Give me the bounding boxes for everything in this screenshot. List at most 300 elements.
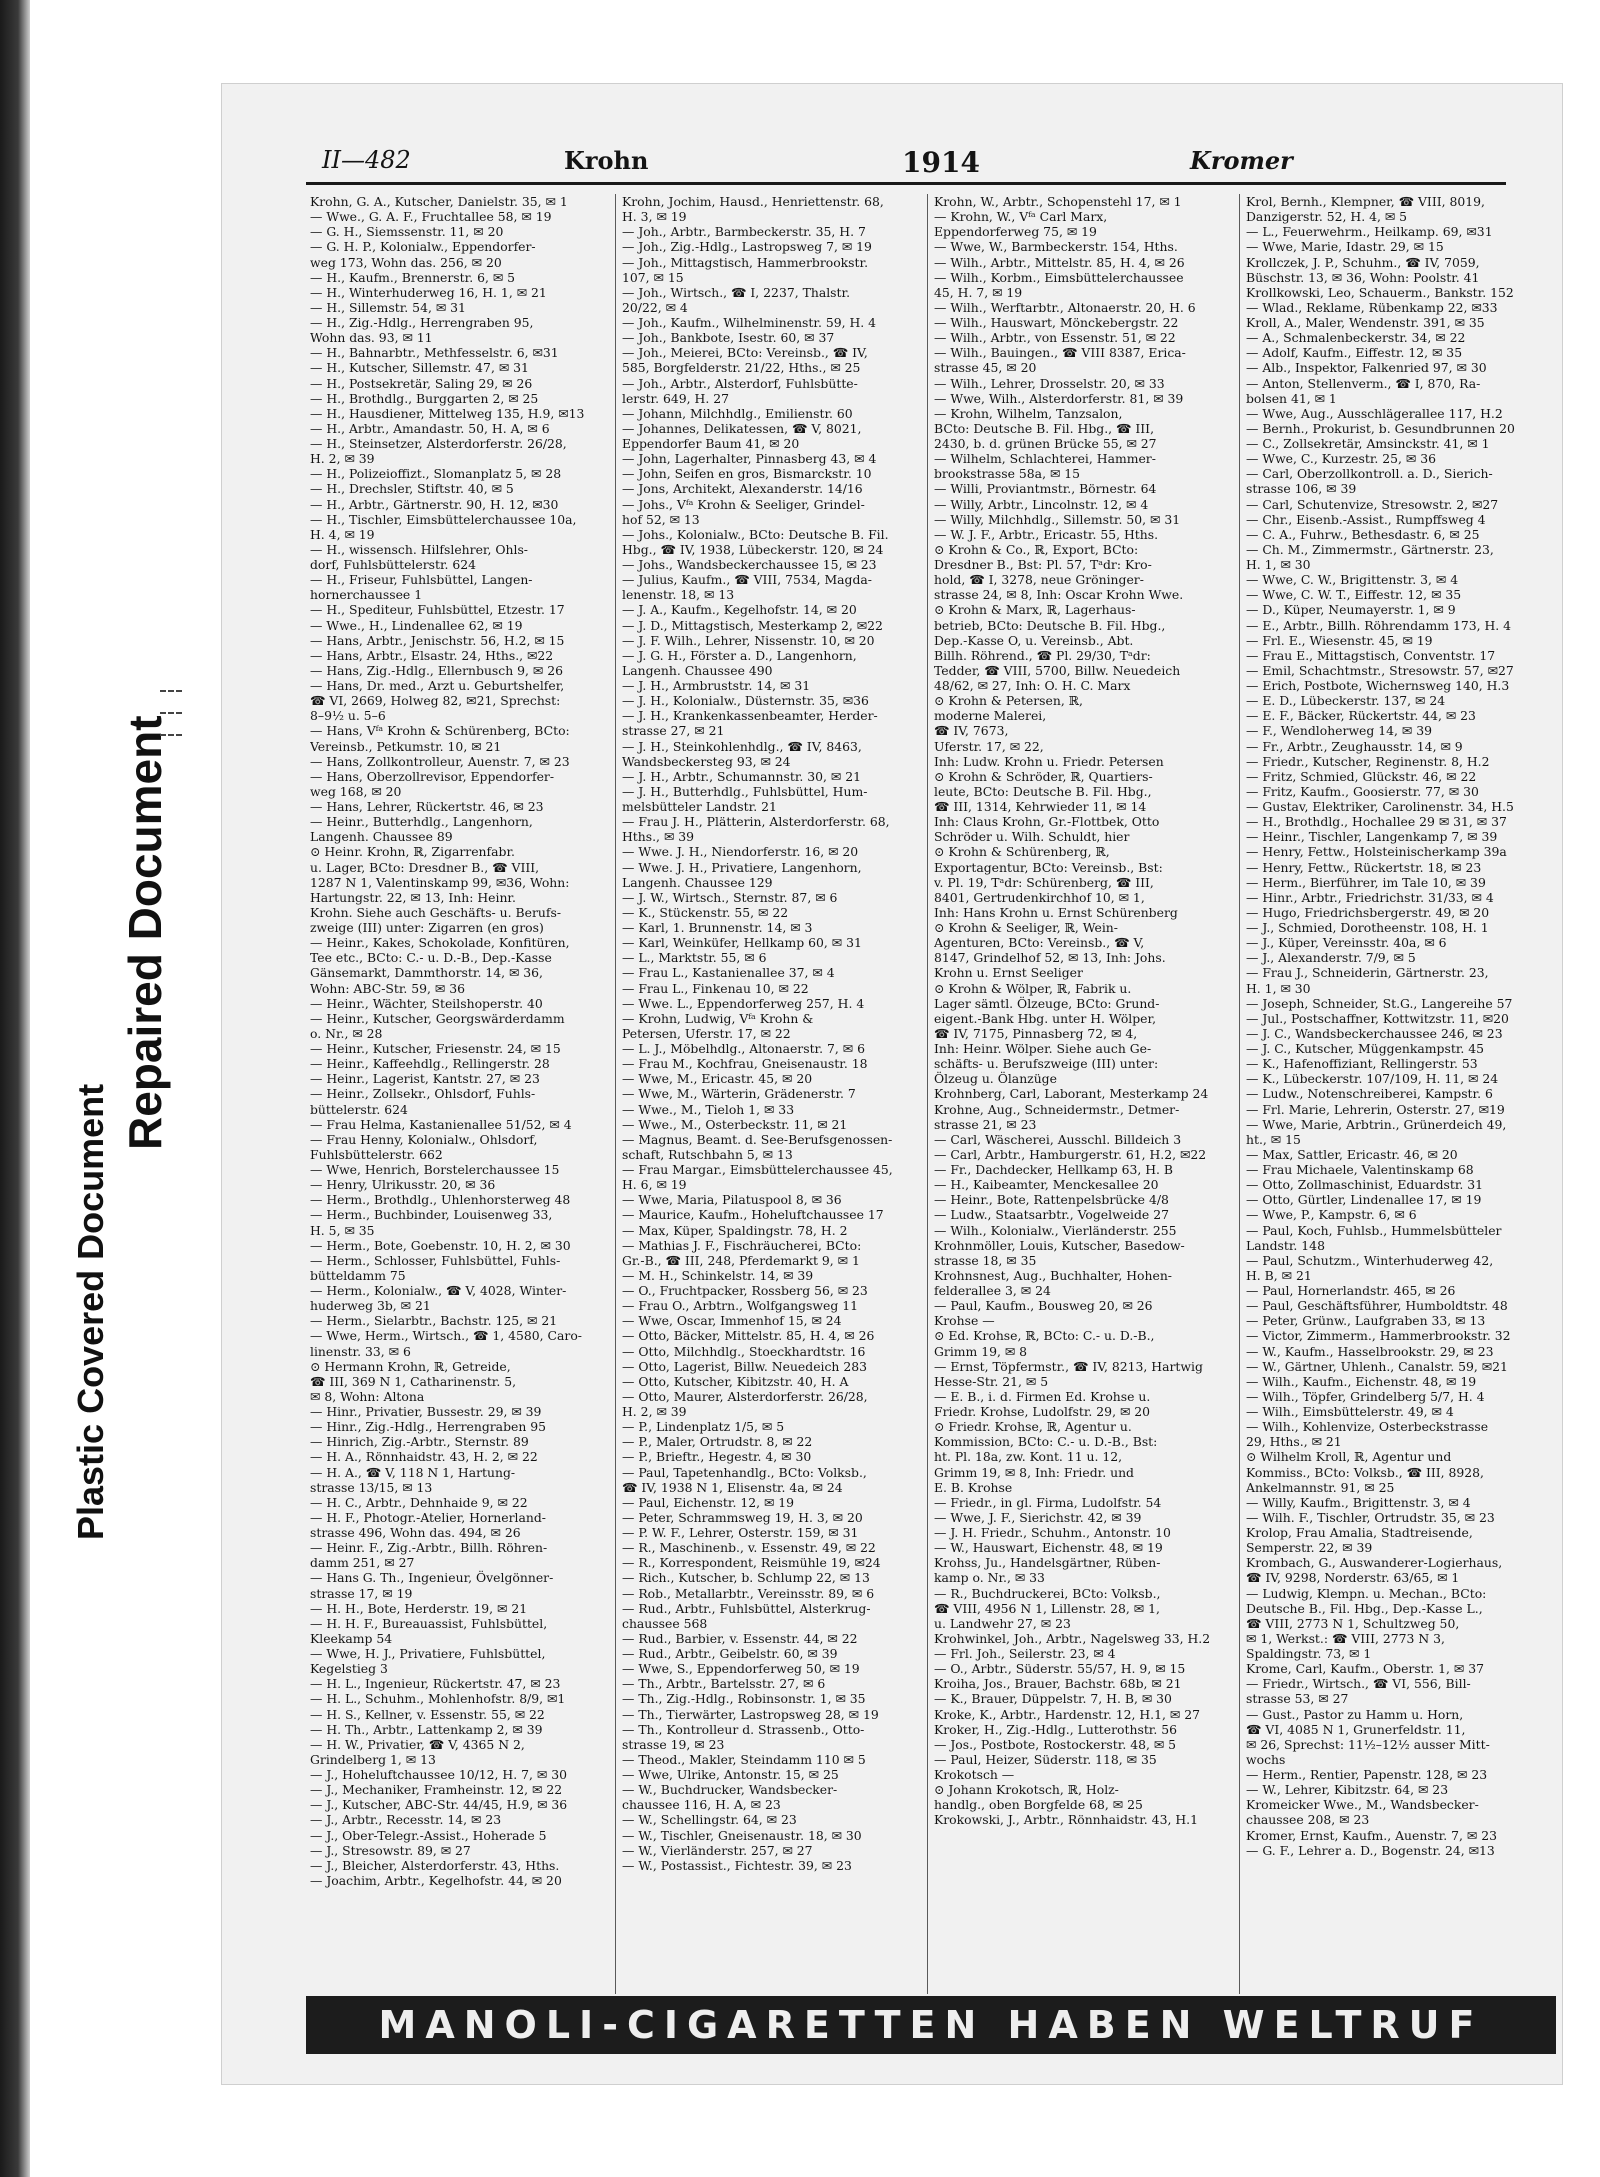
directory-entry: — Hinrich, Zig.-Arbtr., Sternstr. 89 (310, 1434, 529, 1450)
directory-entry: — Fr., Arbtr., Zeughausstr. 14, ✉ 9 (1246, 738, 1463, 754)
directory-entry: — J., Bleicher, Alsterdorferstr. 43, Hths. (310, 1857, 560, 1873)
directory-entry: Kroiha, Jos., Brauer, Bachstr. 68b, ✉ 21 (934, 1676, 1182, 1692)
directory-entry: — Johs., Kolonialw., BCto: Deutsche B. Fil. (622, 526, 889, 542)
directory-entry: — R., Maschinenb., v. Essenstr. 49, ✉ 22 (622, 1540, 876, 1556)
directory-entry: 8147, Grindelhof 52, ✉ 13, Inh: Johs. (934, 950, 1166, 966)
directory-entry: chaussee 208, ✉ 23 (1246, 1812, 1370, 1828)
directory-entry: ☎ IV, 1938 N 1, Elisenstr. 4a, ✉ 24 (622, 1479, 843, 1495)
directory-entry: — Hans, Zollkontrolleur, Auenstr. 7, ✉ 23 (310, 753, 570, 769)
directory-entry: — Hans, Zig.-Hdlg., Ellernbusch 9, ✉ 26 (310, 662, 563, 678)
directory-entry: zweige (III) unter: Zigarren (en gros) (310, 920, 544, 935)
directory-entry: — H. H. F., Bureauassist, Fuhlsbüttel, (310, 1615, 548, 1631)
directory-entry: — H. L., Ingenieur, Rückertstr. 47, ✉ 23 (310, 1676, 561, 1692)
directory-entry: — J. H. Friedr., Schuhm., Antonstr. 10 (934, 1525, 1171, 1540)
directory-entry: Kommiss., BCto: Volksb., ☎ III, 8928, (1246, 1464, 1484, 1480)
directory-entry: — J., Arbtr., Recesstr. 14, ✉ 23 (310, 1812, 502, 1828)
directory-entry: — Frau L., Kastanienallee 37, ✉ 4 (622, 965, 835, 981)
directory-entry: — Chr., Eisenb.-Assist., Rumpffsweg 4 (1246, 511, 1486, 527)
directory-entry: — Theod., Makler, Steindamm 110 ✉ 5 (622, 1751, 866, 1767)
directory-entry: — Wwe, C., Kurzestr. 25, ✉ 36 (1246, 451, 1436, 467)
directory-entry: — Hans, Vᶠᵃ Krohn & Schürenberg, BCto: (310, 723, 570, 739)
directory-entry: — Frl. Joh., Seilerstr. 23, ✉ 4 (934, 1646, 1116, 1661)
directory-entry: — Magnus, Beamt. d. See-Berufsgenossen- (622, 1131, 893, 1147)
directory-entry: büttelerstr. 624 (310, 1101, 408, 1117)
directory-entry: Kroll, A., Maler, Wendenstr. 391, ✉ 35 (1246, 315, 1485, 330)
directory-entry: — Otto, Zollmaschinist, Eduardstr. 31 (1246, 1177, 1484, 1193)
repaired-document-label: Repaired Document (119, 715, 171, 1150)
directory-entry: Eppendorferweg 75, ✉ 19 (934, 224, 1097, 240)
directory-entry: — Frau O., Arbtrn., Wolfgangsweg 11 (622, 1298, 858, 1314)
directory-entry: — Hans G. Th., Ingenieur, Övelgönner- (310, 1570, 554, 1586)
directory-entry: strasse 24, ✉ 8, Inh: Oscar Krohn Wwe. (934, 587, 1184, 603)
directory-entry: — Peter, Grünw., Laufgraben 33, ✉ 13 (1246, 1313, 1486, 1329)
directory-entry: — Wwe. J. H., Privatiere, Langenhorn, (622, 859, 862, 875)
page-number: II—482 (322, 146, 411, 174)
directory-entry: — J., Alexanderstr. 7/9, ✉ 5 (1246, 950, 1416, 966)
directory-entry: Krol, Bernh., Klempner, ☎ VIII, 8019, (1246, 194, 1485, 209)
directory-entry: Krohn, W., Arbtr., Schopenstehl 17, ✉ 1 (934, 194, 1182, 209)
directory-entry: Petersen, Uferstr. 17, ✉ 22 (622, 1025, 791, 1041)
directory-entry: Kommission, BCto: C.- u. D.-B., Bst: (934, 1434, 1158, 1450)
directory-entry: ☎ VIII, 4956 N 1, Lillenstr. 28, ✉ 1, (934, 1600, 1160, 1616)
directory-entry: chaussee 116, H. A, ✉ 23 (622, 1797, 781, 1813)
directory-entry: — Wwe, C. W. T., Eiffestr. 12, ✉ 35 (1246, 587, 1462, 603)
directory-entry: — Rud., Arbtr., Geibelstr. 60, ✉ 39 (622, 1646, 838, 1661)
directory-entry: — Henry, Fettw., Holsteinischerkamp 39a (1246, 844, 1507, 860)
directory-entry: ☎ VI, 4085 N 1, Grunerfeldstr. 11, (1246, 1721, 1466, 1737)
directory-entry: ☎ IV, 9298, Norderstr. 63/65, ✉ 1 (1246, 1570, 1460, 1586)
directory-entry: — P. W. F., Lehrer, Osterstr. 159, ✉ 31 (622, 1525, 859, 1540)
directory-entry: linenstr. 33, ✉ 6 (310, 1343, 411, 1359)
directory-entry: Krohne, Aug., Schneidermstr., Detmer- (934, 1101, 1180, 1117)
directory-entry: — Joh., Mittagstisch, Hammerbrookstr. (622, 254, 869, 270)
directory-entry: — Wwe, P., Kampstr. 6, ✉ 6 (1246, 1207, 1417, 1223)
directory-columns (306, 194, 1556, 1994)
directory-entry: — W. J. F., Arbtr., Ericastr. 55, Hths. (934, 526, 1159, 542)
directory-entry: — Paul, Schutzm., Winterhuderweg 42, (1246, 1252, 1494, 1268)
directory-entry: — Henry, Fettw., Rückertstr. 18, ✉ 23 (1246, 859, 1482, 875)
directory-entry: Friedr. Krohse, Ludolfstr. 29, ✉ 20 (934, 1404, 1151, 1419)
directory-entry: — Heinr. F., Zig.-Arbtr., Billh. Röhren- (310, 1540, 548, 1556)
directory-entry: — Wilh., Bauingen., ☎ VIII 8387, Erica- (934, 345, 1186, 361)
directory-entry: — Hinr., Zig.-Hdlg., Herrengraben 95 (310, 1419, 547, 1435)
directory-entry: — E. F., Bäcker, Rückertstr. 44, ✉ 23 (1246, 708, 1476, 724)
directory-entry: ⊙ Krohn & Seeliger, ℝ, Wein- (934, 920, 1118, 935)
directory-entry: — Hans, Arbtr., Elsastr. 24, Hths., ✉22 (310, 647, 554, 663)
directory-entry: — Gust., Pastor zu Hamm u. Horn, (1246, 1706, 1464, 1722)
margin-dash (160, 712, 182, 714)
directory-entry: — Frau Henny, Kolonialw., Ohlsdorf, (310, 1131, 538, 1147)
directory-entry: — Herm., Bierführer, im Tale 10, ✉ 39 (1246, 874, 1486, 890)
directory-entry: ht. Pl. 18a, zw. Kont. 11 u. 12, (934, 1449, 1123, 1465)
directory-entry: kamp o. Nr., ✉ 33 (934, 1570, 1045, 1586)
directory-entry: — Jons, Architekt, Alexanderstr. 14/16 (622, 481, 863, 497)
directory-entry: — L., Marktstr. 55, ✉ 6 (622, 950, 767, 966)
directory-entry: — D., Küper, Neumayerstr. 1, ✉ 9 (1246, 602, 1456, 618)
directory-entry: — Max, Küper, Spaldingstr. 78, H. 2 (622, 1222, 848, 1238)
directory-entry: H. 3, ✉ 19 (622, 209, 687, 225)
directory-entry: — Wwe, M., Wärterin, Grädenerstr. 7 (622, 1086, 856, 1102)
directory-entry: — Th., Zig.-Hdlg., Robinsonstr. 1, ✉ 35 (622, 1691, 866, 1707)
directory-entry: — Heinr., Kutscher, Georgswärderdamm (310, 1010, 565, 1026)
directory-entry: — H., Steinsetzer, Alsterdorferstr. 26/28, (310, 436, 567, 451)
directory-entry: — J. G. H., Förster a. D., Langenhorn, (622, 647, 857, 663)
directory-entry: Krohwinkel, Joh., Arbtr., Nagelsweg 33, H.2 (934, 1630, 1211, 1646)
directory-entry: — Heinr., Zollsekr., Ohlsdorf, Fuhls- (310, 1086, 536, 1102)
column-1 (306, 194, 616, 1994)
directory-entry: — Wwe, Aug., Ausschlägerallee 117, H.2 (1246, 405, 1503, 421)
directory-entry: — C. A., Fuhrw., Bethesdastr. 6, ✉ 25 (1246, 526, 1480, 542)
margin-dash (160, 690, 182, 692)
directory-entry: — Wilh., Kaufm., Eichenstr. 48, ✉ 19 (1246, 1373, 1477, 1389)
directory-entry: Lager sämtl. Ölzeuge, BCto: Grund- (934, 995, 1160, 1011)
directory-entry: damm 251, ✉ 27 (310, 1555, 415, 1571)
directory-entry: — Wwe, Marie, Idastr. 29, ✉ 15 (1246, 239, 1444, 255)
directory-entry: — Rud., Arbtr., Fuhlsbüttel, Alsterkrug- (622, 1600, 871, 1616)
directory-entry: — Th., Kontrolleur d. Strassenb., Otto- (622, 1721, 865, 1737)
directory-entry: — J. A., Kaufm., Kegelhofstr. 14, ✉ 20 (622, 602, 857, 618)
directory-entry: — Paul, Geschäftsführer, Humboldtstr. 48 (1246, 1298, 1508, 1314)
directory-entry: Landstr. 148 (1246, 1237, 1325, 1253)
directory-entry: eigent.-Bank Hbg. unter H. Wölper, (934, 1010, 1157, 1026)
directory-entry: Krohss, Ju., Handelsgärtner, Rüben- (934, 1555, 1161, 1571)
directory-entry: — W., Buchdrucker, Wandsbecker- (622, 1782, 838, 1798)
directory-entry: u. Landwehr 27, ✉ 23 (934, 1615, 1071, 1631)
directory-entry: — C., Zollsekretär, Amsinckstr. 41, ✉ 1 (1246, 436, 1490, 451)
directory-entry: — Rud., Barbier, v. Essenstr. 44, ✉ 22 (622, 1630, 858, 1646)
directory-entry: — Wilh., Töpfer, Grindelberg 5/7, H. 4 (1246, 1388, 1485, 1404)
directory-entry: — H., wissensch. Hilfslehrer, Ohls- (310, 541, 528, 557)
directory-entry: ht., ✉ 15 (1246, 1131, 1301, 1147)
directory-entry: — Hinr., Privatier, Bussestr. 29, ✉ 39 (310, 1404, 542, 1419)
directory-entry: strasse 19, ✉ 23 (622, 1736, 725, 1752)
header-first-name: Krohn (564, 146, 649, 175)
directory-entry: — J. D., Mittagstisch, Mesterkamp 2, ✉22 (622, 617, 883, 633)
directory-entry: Inh: Claus Krohn, Gr.-Flottbek, Otto (934, 814, 1160, 830)
directory-entry: — Wilh., Kohlenvize, Osterbeckstrasse (1246, 1419, 1489, 1435)
directory-entry: — Wwe, J. F., Sierichstr. 42, ✉ 39 (934, 1509, 1142, 1525)
directory-entry: — Wwe, Wilh., Alsterdorferstr. 81, ✉ 39 (934, 390, 1184, 406)
directory-entry: — Ludw., Notenschreiberei, Kampstr. 6 (1246, 1086, 1493, 1102)
directory-entry: — Wilh., Hauswart, Mönckebergstr. 22 (934, 315, 1179, 330)
directory-entry: — W., Gärtner, Uhlenh., Canalstr. 59, ✉21 (1246, 1358, 1508, 1374)
directory-entry: weg 173, Wohn das. 256, ✉ 20 (310, 254, 502, 270)
directory-entry: Danzigerstr. 52, H. 4, ✉ 5 (1246, 209, 1408, 225)
directory-entry: Büschstr. 13, ✉ 36, Wohn: Poolstr. 41 (1246, 269, 1480, 285)
directory-entry: — K., Stückenstr. 55, ✉ 22 (622, 904, 789, 920)
directory-entry: ⊙ Krohn & Schröder, ℝ, Quartiers- (934, 768, 1153, 784)
directory-entry: Krohn, Jochim, Hausd., Henriettenstr. 68, (622, 194, 884, 209)
directory-entry: Krokowski, J., Arbtr., Rönnhaidstr. 43, H.1 (934, 1812, 1198, 1828)
directory-entry: — Wwe, Herm., Wirtsch., ☎ 1, 4580, Caro- (310, 1328, 582, 1344)
directory-entry: — H. C., Arbtr., Dehnhaide 9, ✉ 22 (310, 1494, 528, 1510)
directory-entry: — Johs., Vᶠᵃ Krohn & Seeliger, Grindel- (622, 496, 865, 512)
directory-entry: — John, Seifen en gros, Bismarckstr. 10 (622, 466, 872, 482)
directory-entry: — Joh., Arbtr., Alsterdorf, Fuhlsbütte- (622, 375, 858, 391)
directory-entry: — Max, Sattler, Ericastr. 46, ✉ 20 (1246, 1146, 1458, 1162)
directory-entry: — H. A., ☎ V, 118 N 1, Hartung- (310, 1464, 516, 1480)
scan-edge-stripe (0, 0, 30, 2177)
directory-entry: — Hans, Arbtr., Jenischstr. 56, H.2, ✉ 15 (310, 632, 565, 648)
directory-entry: — Krohn, Wilhelm, Tanzsalon, (934, 405, 1123, 421)
directory-entry: — Gustav, Elektriker, Carolinenstr. 34, H.5 (1246, 799, 1514, 814)
directory-entry: — Carl, Schutenvize, Stresowstr. 2, ✉27 (1246, 496, 1499, 512)
directory-entry: Krome, Carl, Kaufm., Oberstr. 1, ✉ 37 (1246, 1661, 1484, 1677)
directory-page (222, 84, 1562, 2084)
directory-entry: schäfts- u. Berufszweige (III) unter: (934, 1056, 1159, 1072)
directory-entry: — L. J., Möbelhdlg., Altonaerstr. 7, ✉ 6 (622, 1041, 865, 1056)
header-rule (306, 182, 1506, 185)
directory-entry: Inh: Heinr. Wölper. Siehe auch Ge- (934, 1041, 1152, 1056)
directory-entry: — Heinr., Tischler, Langenkamp 7, ✉ 39 (1246, 829, 1498, 845)
directory-entry: — H. H., Bote, Herderstr. 19, ✉ 21 (310, 1600, 528, 1616)
directory-entry: — Wilh., Kolonialw., Vierländerstr. 255 (934, 1222, 1177, 1238)
directory-entry: — Herm., Kolonialw., ☎ V, 4028, Winter- (310, 1283, 567, 1298)
directory-entry: — Herm., Bote, Goebenstr. 10, H. 2, ✉ 30 (310, 1237, 571, 1253)
directory-entry: Grindelberg 1, ✉ 13 (310, 1751, 436, 1767)
directory-entry: Tedder, ☎ VIII, 5700, Billw. Neuedeich (934, 662, 1181, 678)
directory-entry: hof 52, ✉ 13 (622, 511, 700, 527)
directory-entry: — Wwe., M., Osterbeckstr. 11, ✉ 21 (622, 1116, 848, 1132)
directory-entry: Ankelmannstr. 91, ✉ 25 (1246, 1479, 1395, 1495)
directory-entry: — Paul, Tapetenhandlg., BCto: Volksb., (622, 1464, 867, 1480)
directory-entry: Kroke, K., Arbtr., Hardenstr. 12, H.1, ✉ 27 (934, 1706, 1200, 1722)
directory-entry: — Frau Michaele, Valentinskamp 68 (1246, 1162, 1474, 1177)
directory-entry: Hartungstr. 22, ✉ 13, Inh: Heinr. (310, 889, 516, 905)
directory-entry: Langenh. Chaussee 129 (622, 874, 773, 890)
directory-entry: — Frau J. H., Plätterin, Alsterdorferstr. 68, (622, 814, 890, 830)
directory-entry: — Wilh., Eimsbüttelerstr. 49, ✉ 4 (1246, 1404, 1454, 1419)
directory-entry: — J. H., Kolonialw., Düsternstr. 35, ✉36 (622, 693, 869, 709)
directory-entry: — Fritz, Schmied, Glückstr. 46, ✉ 22 (1246, 768, 1477, 784)
directory-entry: ✉ 26, Sprechst: 11½–12½ ausser Mitt- (1246, 1736, 1490, 1752)
directory-entry: — Paul, Heizer, Süderstr. 118, ✉ 35 (934, 1751, 1157, 1767)
directory-entry: — Th., Tierwärter, Lastropsweg 28, ✉ 19 (622, 1706, 879, 1722)
directory-entry: — John, Lagerhalter, Pinnasberg 43, ✉ 4 (622, 451, 877, 467)
directory-entry: — Heinr., Butterhdlg., Langenhorn, (310, 814, 533, 830)
directory-entry: — H., Hausdiener, Mittelweg 135, H.9, ✉13 (310, 405, 585, 421)
directory-entry: — Friedr., in gl. Firma, Ludolfstr. 54 (934, 1494, 1162, 1510)
directory-entry: Krohse — (934, 1313, 995, 1329)
directory-entry: — Wwe, Oscar, Immenhof 15, ✉ 24 (622, 1313, 842, 1329)
directory-entry: — Carl, Wäscherei, Ausschl. Billdeich 3 (934, 1131, 1182, 1147)
directory-entry: ✉ 8, Wohn: Altona (310, 1388, 425, 1404)
directory-entry: — H., Brothdlg., Burggarten 2, ✉ 25 (310, 390, 539, 406)
directory-entry: — Otto, Lagerist, Billw. Neuedeich 283 (622, 1358, 867, 1374)
directory-entry: Exportagentur, BCto: Vereinsb., Bst: (934, 859, 1163, 875)
directory-entry: — K., Hafenoffiziant, Rellingerstr. 53 (1246, 1056, 1478, 1072)
directory-entry: — Karl, Weinküfer, Hellkamp 60, ✉ 31 (622, 935, 862, 951)
directory-entry: — Wilh. F., Tischler, Ortrudstr. 35, ✉ 23 (1246, 1509, 1495, 1525)
directory-entry: — H., Kaibeamter, Menckesallee 20 (934, 1177, 1159, 1193)
directory-entry: Gänsemarkt, Dammthorstr. 14, ✉ 36, (310, 965, 543, 981)
directory-entry: — Wwe, M., Ericastr. 45, ✉ 20 (622, 1071, 813, 1087)
directory-entry: — L., Feuerwehrm., Heilkamp. 69, ✉31 (1246, 224, 1493, 240)
directory-entry: — G. F., Lehrer a. D., Bogenstr. 24, ✉13 (1246, 1842, 1495, 1858)
directory-entry: — E. B., i. d. Firmen Ed. Krohse u. (934, 1388, 1151, 1404)
directory-entry: BCto: Deutsche B. Fil. Hbg., ☎ III, (934, 420, 1155, 436)
directory-entry: — Otto, Bäcker, Mittelstr. 85, H. 4, ✉ 26 (622, 1328, 875, 1344)
directory-entry: — O., Arbtr., Süderstr. 55/57, H. 9, ✉ 15 (934, 1661, 1186, 1677)
directory-entry: hornerchaussee 1 (310, 587, 423, 603)
directory-entry: Langenh. Chaussee 490 (622, 662, 773, 678)
directory-entry: strasse 496, Wohn das. 494, ✉ 26 (310, 1525, 521, 1540)
directory-entry: — Krohn, W., Vᶠᵃ Carl Marx, (934, 209, 1108, 225)
directory-entry: ⊙ Wilhelm Kroll, ℝ, Agentur und (1246, 1449, 1452, 1465)
directory-entry: — Joh., Bankbote, Isestr. 60, ✉ 37 (622, 330, 835, 346)
directory-entry: — A., Schmalenbeckerstr. 34, ✉ 22 (1246, 330, 1466, 346)
directory-entry: ⊙ Krohn & Schürenberg, ℝ, (934, 844, 1110, 860)
directory-entry: ⊙ Ed. Krohse, ℝ, BCto: C.- u. D.-B., (934, 1328, 1155, 1344)
directory-entry: — H., Postsekretär, Saling 29, ✉ 26 (310, 375, 533, 391)
directory-entry: — J. H., Armbruststr. 14, ✉ 31 (622, 678, 811, 693)
directory-entry: — P., Maler, Ortrudstr. 8, ✉ 22 (622, 1434, 813, 1450)
directory-entry: strasse 18, ✉ 35 (934, 1252, 1037, 1268)
directory-entry: — Paul, Koch, Fuhlsb., Hummelsbütteler (1246, 1222, 1502, 1238)
directory-entry: — H. A., Rönnhaidstr. 43, H. 2, ✉ 22 (310, 1449, 538, 1465)
directory-entry: — W., Tischler, Gneisenaustr. 18, ✉ 30 (622, 1827, 862, 1843)
directory-entry: — Wwe., M., Tieloh 1, ✉ 33 (622, 1101, 795, 1117)
directory-entry: — K., Lübeckerstr. 107/109, H. 11, ✉ 24 (1246, 1071, 1499, 1087)
directory-entry: strasse 21, ✉ 23 (934, 1116, 1037, 1132)
directory-entry: handlg., oben Borgfelde 68, ✉ 25 (934, 1797, 1143, 1813)
directory-entry: — Hans, Lehrer, Rückertstr. 46, ✉ 23 (310, 799, 544, 814)
directory-entry: — Peter, Schrammsweg 19, H. 3, ✉ 20 (622, 1509, 863, 1525)
directory-entry: ☎ VI, 2669, Holweg 82, ✉21, Sprechst: (310, 693, 561, 709)
directory-entry: ☎ VIII, 2773 N 1, Schultzweg 50, (1246, 1615, 1460, 1631)
directory-entry: weg 168, ✉ 20 (310, 783, 402, 799)
directory-entry: — P., Lindenplatz 1/5, ✉ 5 (622, 1419, 785, 1435)
directory-entry: leute, BCto: Deutsche B. Fil. Hbg., (934, 783, 1152, 799)
directory-entry: — J. H., Arbtr., Schumannstr. 30, ✉ 21 (622, 768, 861, 784)
directory-entry: Schröder u. Wilh. Schuldt, hier (934, 829, 1130, 845)
directory-entry: — J., Ober-Telegr.-Assist., Hoherade 5 (310, 1827, 547, 1843)
directory-entry: — H., Friseur, Fuhlsbüttel, Langen- (310, 572, 533, 588)
directory-entry: Inh: Hans Krohn u. Ernst Schürenberg (934, 904, 1178, 920)
directory-entry: H. 2, ✉ 39 (310, 451, 375, 467)
directory-entry: — Hans, Dr. med., Arzt u. Geburtshelfer, (310, 678, 565, 693)
directory-entry: — G. H. P., Kolonialw., Eppendorfer- (310, 239, 536, 255)
directory-entry: — Otto, Maurer, Alsterdorferstr. 26/28, (622, 1388, 868, 1404)
directory-entry: — F., Wendloherweg 14, ✉ 39 (1246, 723, 1432, 739)
directory-entry: ⊙ Hermann Krohn, ℝ, Getreide, (310, 1358, 511, 1374)
directory-entry: Krohn u. Ernst Seeliger (934, 965, 1083, 981)
directory-entry: Krohnmöller, Louis, Kutscher, Basedow- (934, 1237, 1185, 1253)
directory-entry: strasse 106, ✉ 39 (1246, 481, 1357, 497)
directory-entry: — Heinr., Bote, Rattenpelsbrücke 4/8 (934, 1192, 1169, 1208)
directory-entry: — Friedr., Kutscher, Reginenstr. 8, H.2 (1246, 753, 1490, 769)
directory-entry: lerstr. 649, H. 27 (622, 390, 729, 406)
directory-entry: H. 1, ✉ 30 (1246, 980, 1311, 996)
directory-entry: Kromeicker Wwe., M., Wandsbecker- (1246, 1797, 1479, 1813)
directory-entry: — Alb., Inspektor, Falkenried 97, ✉ 30 (1246, 360, 1487, 376)
directory-entry: — Paul, Eichenstr. 12, ✉ 19 (622, 1494, 795, 1510)
directory-entry: — H., Sillemstr. 54, ✉ 31 (310, 299, 466, 315)
directory-entry: 48/62, ✉ 27, Inh: O. H. C. Marx (934, 678, 1131, 693)
directory-entry: — Mathias J. F., Fischräucherei, BCto: (622, 1237, 862, 1253)
directory-entry: — H. S., Kellner, v. Essenstr. 55, ✉ 22 (310, 1706, 545, 1722)
margin-dash (160, 734, 182, 736)
directory-entry: — Hinr., Arbtr., Friedrichstr. 31/33, ✉ 4 (1246, 889, 1494, 905)
directory-entry: — Johs., Wandsbeckerchaussee 15, ✉ 23 (622, 557, 877, 572)
directory-entry: — Herm., Rentier, Papenstr. 128, ✉ 23 (1246, 1767, 1488, 1782)
directory-entry: — Willy, Kaufm., Brigittenstr. 3, ✉ 4 (1246, 1494, 1471, 1510)
directory-entry: — Johann, Milchhdlg., Emilienstr. 60 (622, 405, 853, 421)
directory-entry: strasse 53, ✉ 27 (1246, 1691, 1349, 1707)
directory-entry: — Jos., Postbote, Rostockerstr. 48, ✉ 5 (934, 1736, 1177, 1752)
directory-entry: — G. H., Siemssenstr. 11, ✉ 20 (310, 224, 504, 240)
directory-entry: — H., Winterhuderweg 16, H. 1, ✉ 21 (310, 284, 547, 300)
directory-entry: Kromer, Ernst, Kaufm., Auenstr. 7, ✉ 23 (1246, 1827, 1497, 1843)
directory-entry: Krombach, G., Auswanderer-Logierhaus, (1246, 1555, 1503, 1571)
directory-entry: — W., Postassist., Fichtestr. 39, ✉ 23 (622, 1857, 852, 1873)
directory-entry: — Otto, Kutscher, Kibitzstr. 40, H. A (622, 1373, 849, 1389)
directory-entry: lenenstr. 18, ✉ 13 (622, 587, 735, 603)
directory-entry: Gr.-B., ☎ III, 248, Pferdemarkt 9, ✉ 1 (622, 1252, 860, 1268)
directory-entry: ☎ III, 369 N 1, Catharinenstr. 5, (310, 1373, 517, 1389)
directory-entry: Billh. Röhrend., ☎ Pl. 29/30, Tᵃdr: (934, 647, 1151, 663)
directory-entry: Ölzeug u. Ölanzüge (934, 1071, 1057, 1087)
directory-entry: wochs (1246, 1751, 1286, 1767)
directory-entry: — Joh., Meierei, BCto: Vereinsb., ☎ IV, (622, 345, 868, 361)
directory-entry: — Heinr., Kakes, Schokolade, Konfitüren, (310, 935, 570, 951)
directory-entry: — Johannes, Delikatessen, ☎ V, 8021, (622, 420, 862, 436)
directory-entry: Hbg., ☎ IV, 1938, Lübeckerstr. 120, ✉ 24 (622, 541, 884, 557)
directory-entry: strasse 45, ✉ 20 (934, 360, 1037, 376)
directory-entry: — Joh., Zig.-Hdlg., Lastropsweg 7, ✉ 19 (622, 239, 872, 255)
directory-entry: 8401, Gertrudenkirchhof 10, ✉ 1, (934, 889, 1145, 905)
directory-entry: Dep.-Kasse O, u. Vereinsb., Abt. (934, 632, 1134, 648)
directory-entry: Eppendorfer Baum 41, ✉ 20 (622, 436, 800, 451)
directory-entry: — H., Arbtr., Amandastr. 50, H. A, ✉ 6 (310, 420, 550, 436)
directory-entry: — Karl, 1. Brunnenstr. 14, ✉ 3 (622, 920, 813, 935)
directory-entry: dorf, Fuhlsbüttelerstr. 624 (310, 557, 477, 572)
directory-entry: ☎ IV, 7673, (934, 723, 1009, 739)
directory-entry: Krollkowski, Leo, Schauerm., Bankstr. 152 (1246, 284, 1514, 300)
directory-entry: 29, Hths., ✉ 21 (1246, 1434, 1342, 1450)
directory-entry: — Erich, Postbote, Wichernsweg 140, H.3 (1246, 678, 1510, 693)
directory-entry: — Joh., Arbtr., Barmbeckerstr. 35, H. 7 (622, 224, 866, 240)
directory-entry: bütteldamm 75 (310, 1267, 406, 1283)
directory-entry: H. 1, ✉ 30 (1246, 557, 1311, 572)
directory-entry: 585, Borgfelderstr. 21/22, Hths., ✉ 25 (622, 360, 861, 376)
directory-entry: — Wwe, Marie, Arbtrin., Grünerdeich 49, (1246, 1116, 1507, 1132)
directory-entry: — Joh., Kaufm., Wilhelminenstr. 59, H. 4 (622, 315, 877, 330)
directory-entry: Wohn das. 93, ✉ 11 (310, 330, 433, 346)
advertisement-banner: MANOLI-CIGARETTEN HABEN WELTRUF (306, 1996, 1556, 2054)
directory-entry: — Wwe, Maria, Pilatuspool 8, ✉ 36 (622, 1192, 842, 1208)
directory-entry: Kegelstieg 3 (310, 1661, 388, 1677)
directory-entry: — Ch. M., Zimmermstr., Gärtnerstr. 23, (1246, 541, 1494, 557)
directory-entry: — Ludw., Staatsarbtr., Vogelweide 27 (934, 1207, 1169, 1223)
directory-entry: — Fritz, Kaufm., Goosierstr. 77, ✉ 30 (1246, 783, 1479, 799)
directory-entry: — J. F. Wilh., Lehrer, Nissenstr. 10, ✉ 20 (622, 632, 875, 648)
plastic-covered-label: Plastic Covered Document (70, 1083, 111, 1540)
directory-entry: H. B, ✉ 21 (1246, 1267, 1312, 1283)
directory-entry: ☎ III, 1314, Kehrwieder 11, ✉ 14 (934, 799, 1147, 814)
directory-entry: Kroker, H., Zig.-Hdlg., Lutterothstr. 56 (934, 1721, 1178, 1737)
directory-entry: — J. C., Kutscher, Müggenkampstr. 45 (1246, 1041, 1485, 1056)
directory-entry: Inh: Ludw. Krohn u. Friedr. Petersen (934, 753, 1164, 769)
directory-entry: ☎ IV, 7175, Pinnasberg 72, ✉ 4, (934, 1025, 1138, 1041)
column-3 (930, 194, 1240, 1994)
directory-entry: Fuhlsbüttelerstr. 662 (310, 1146, 443, 1162)
directory-entry: 20/22, ✉ 4 (622, 299, 688, 315)
directory-entry: — E. D., Lübeckerstr. 137, ✉ 24 (1246, 693, 1446, 709)
directory-entry: v. Pl. 19, Tᵃdr: Schürenberg, ☎ III, (934, 874, 1154, 890)
directory-entry: — J., Mechaniker, Framheinstr. 12, ✉ 22 (310, 1782, 563, 1798)
directory-entry: Krollczek, J. P., Schuhm., ☎ IV, 7059, (1246, 254, 1480, 270)
